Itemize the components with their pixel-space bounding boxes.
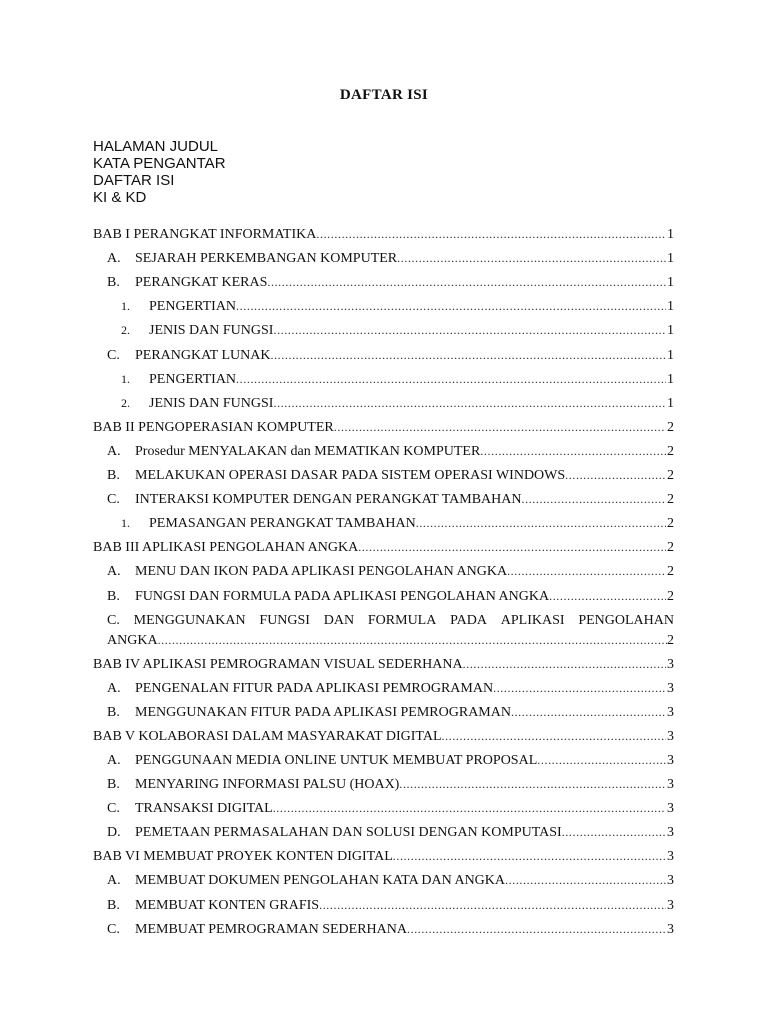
dot-leader (393, 848, 666, 865)
toc-entry-label: A. (107, 443, 121, 459)
toc-page-number: 2 (667, 516, 674, 532)
toc-section-entry (93, 460, 674, 484)
toc-subsection-entry (93, 315, 674, 339)
toc-entry-text: MEMBUAT PEMROGRAMAN SEDERHANA (135, 921, 407, 937)
toc-page-number: 2 (667, 564, 674, 580)
toc-entry-word: APLIKASI (500, 612, 565, 628)
toc-page-number: 1 (667, 371, 674, 387)
toc-entry-text: BAB IV APLIKASI PEMROGRAMAN VISUAL SEDERHANA (93, 656, 463, 672)
toc-section-entry (93, 580, 674, 604)
front-matter-list (93, 138, 226, 206)
toc-section-entry (93, 267, 674, 291)
toc-page-number: 2 (667, 540, 674, 556)
dot-leader (316, 226, 666, 243)
toc-section-entry (93, 243, 674, 267)
dot-leader (507, 563, 666, 580)
toc-entry-word: DAN (323, 612, 355, 628)
toc-entry-text: FUNGSI DAN FORMULA PADA APLIKASI PENGOLAHAN ANGKA (135, 588, 550, 604)
toc-entry-label: 2. (121, 323, 130, 338)
toc-entry-label: A. (107, 564, 121, 580)
toc-chapter-entry (93, 649, 674, 673)
toc-entry-text: TRANSAKSI DIGITAL (135, 801, 273, 817)
toc-entry-line (107, 605, 674, 629)
toc-page-number: 3 (667, 680, 674, 696)
toc-entry-text: MENGGUNAKAN FITUR PADA APLIKASI PEMROGRAMAN (135, 704, 511, 720)
dot-leader (236, 371, 666, 388)
toc-entry-label: C. (107, 921, 120, 937)
dot-leader (537, 752, 666, 769)
dot-leader (505, 872, 666, 889)
toc-entry-text: PERANGKAT LUNAK (135, 347, 271, 363)
toc-entry-text: PENGENALAN FITUR PADA APLIKASI PEMROGRAMAN (135, 680, 494, 696)
toc-section-entry (93, 914, 674, 938)
toc-page-number: 3 (667, 752, 674, 768)
toc-entry-label: D. (107, 825, 121, 841)
toc-page-number: 3 (667, 873, 674, 889)
toc-entry-label: C. (107, 347, 120, 363)
toc-page-number: 3 (667, 801, 674, 817)
toc-page-number: 2 (667, 632, 674, 648)
toc-section-entry (93, 745, 674, 769)
toc-entry-text: BAB I PERANGKAT INFORMATIKA (93, 227, 317, 243)
dot-leader (407, 921, 666, 938)
toc-entry-label: B. (107, 777, 120, 793)
toc-page-number: 2 (667, 468, 674, 484)
toc-entry-text: PEMASANGAN PERANGKAT TAMBAHAN (149, 516, 416, 532)
toc-entry-line (107, 629, 674, 649)
dot-leader (273, 800, 666, 817)
toc-entry-label: B. (107, 468, 120, 484)
toc-section-entry (93, 339, 674, 363)
toc-entry-text: BAB III APLIKASI PENGOLAHAN ANGKA (93, 540, 359, 556)
dot-leader (236, 298, 666, 315)
dot-leader (158, 632, 667, 649)
dot-leader (273, 395, 666, 412)
toc-entry-label: C. (107, 801, 120, 817)
toc-page-number: 1 (667, 251, 674, 267)
toc-entry-text: PEMETAAN PERMASALAHAN DAN SOLUSI DENGAN KOMPUTASI (135, 825, 562, 841)
toc-entry-label: A. (107, 752, 121, 768)
toc-section-entry (93, 889, 674, 913)
toc-page-number: 1 (667, 299, 674, 315)
toc-entry-label: 2. (121, 395, 130, 410)
toc-entry-label: 1. (121, 516, 130, 531)
toc-subsection-entry (93, 291, 674, 315)
dot-leader (562, 824, 666, 841)
dot-leader (334, 419, 666, 436)
toc-entry-label: B. (107, 588, 120, 604)
front-matter-item: KATA PENGANTAR (93, 155, 226, 172)
toc-entry-text: ANGKA (107, 632, 158, 648)
toc-page-number: 2 (667, 443, 674, 459)
toc-section-entry (93, 865, 674, 889)
toc-page-number: 1 (667, 227, 674, 243)
toc-page-number: 3 (667, 849, 674, 865)
toc-entry-text: PENGERTIAN (149, 299, 237, 315)
toc-entry-label: 1. (121, 299, 130, 314)
toc-entry-word: MENGGUNAKAN (133, 612, 246, 628)
toc-page-number: 2 (667, 419, 674, 435)
toc-page-number: 3 (667, 704, 674, 720)
toc-entry-text: JENIS DAN FUNGSI (149, 323, 274, 339)
toc-entry-label: 1. (121, 371, 130, 386)
toc-entry-text: MELAKUKAN OPERASI DASAR PADA SISTEM OPERASI WINDOWS (135, 468, 566, 484)
dot-leader (480, 443, 666, 460)
toc-section-entry (93, 769, 674, 793)
toc-subsection-entry (93, 388, 674, 412)
toc-page-number: 3 (667, 656, 674, 672)
toc-page-number: 2 (667, 492, 674, 508)
toc-entry-text: INTERAKSI KOMPUTER DENGAN PERANGKAT TAMBAHAN (135, 492, 522, 508)
dot-leader (358, 539, 666, 556)
toc-entry-text: BAB V KOLABORASI DALAM MASYARAKAT DIGITAL (93, 728, 442, 744)
dot-leader (270, 347, 666, 364)
toc-section-entry (93, 697, 674, 721)
table-of-contents (93, 219, 674, 938)
toc-chapter-entry (93, 219, 674, 243)
toc-entry-text: MENYARING INFORMASI PALSU (HOAX) (135, 777, 400, 793)
toc-section-entry (93, 436, 674, 460)
toc-entry-label: B. (107, 897, 120, 913)
dot-leader (463, 656, 666, 673)
toc-page-number: 1 (667, 275, 674, 291)
toc-section-entry (93, 793, 674, 817)
dot-leader (521, 491, 666, 508)
toc-entry-text: BAB II PENGOPERASIAN KOMPUTER (93, 419, 334, 435)
front-matter-item: KI & KD (93, 189, 147, 206)
toc-page-number: 3 (667, 777, 674, 793)
front-matter-item: HALAMAN JUDUL (93, 138, 219, 155)
toc-page-number: 2 (667, 588, 674, 604)
toc-entry-label: C. (107, 612, 120, 628)
toc-chapter-entry (93, 841, 674, 865)
dot-leader (565, 467, 666, 484)
toc-chapter-entry (93, 721, 674, 745)
toc-entry-text: MENU DAN IKON PADA APLIKASI PENGOLAHAN ANGKA (135, 564, 508, 580)
toc-page-number: 1 (667, 395, 674, 411)
toc-entry-text: PERANGKAT KERAS (135, 275, 268, 291)
dot-leader (267, 274, 666, 291)
dot-leader (319, 897, 666, 914)
toc-page-number: 3 (667, 825, 674, 841)
toc-entry-word: FUNGSI (259, 612, 310, 628)
toc-page-number: 1 (667, 323, 674, 339)
dot-leader (273, 322, 666, 339)
toc-page-number: 3 (667, 728, 674, 744)
toc-entry-wrapped (93, 605, 674, 649)
dot-leader (397, 250, 666, 267)
toc-entry-text: MEMBUAT DOKUMEN PENGOLAHAN KATA DAN ANGKA (135, 873, 506, 889)
dot-leader (442, 728, 666, 745)
toc-page-number: 1 (667, 347, 674, 363)
toc-entry-label: C. (107, 492, 120, 508)
toc-page-number: 3 (667, 897, 674, 913)
toc-subsection-entry (93, 508, 674, 532)
toc-entry-word: PENGOLAHAN (578, 612, 674, 628)
toc-section-entry (93, 673, 674, 697)
toc-chapter-entry (93, 532, 674, 556)
toc-entry-label: B. (107, 275, 120, 291)
toc-chapter-entry (93, 412, 674, 436)
dot-leader (549, 588, 666, 605)
front-matter-item: DAFTAR ISI (93, 172, 175, 189)
toc-entry-text: MEMBUAT KONTEN GRAFIS (135, 897, 320, 913)
toc-entry-text: Prosedur MENYALAKAN dan MEMATIKAN KOMPUTER (135, 443, 481, 459)
page-title: DAFTAR ISI (339, 87, 429, 103)
dot-leader (416, 515, 666, 532)
toc-entry-text: JENIS DAN FUNGSI (149, 395, 274, 411)
toc-entry-label: B. (107, 704, 120, 720)
toc-page-number: 3 (667, 921, 674, 937)
dot-leader (399, 776, 666, 793)
toc-section-entry (93, 484, 674, 508)
toc-entry-label: A. (107, 251, 121, 267)
toc-entry-text: PENGERTIAN (149, 371, 237, 387)
toc-entry-text: BAB VI MEMBUAT PROYEK KONTEN DIGITAL (93, 849, 393, 865)
toc-section-entry (93, 817, 674, 841)
toc-subsection-entry (93, 364, 674, 388)
toc-entry-label: A. (107, 873, 121, 889)
toc-entry-text: SEJARAH PERKEMBANGAN KOMPUTER (135, 251, 398, 267)
dot-leader (493, 680, 666, 697)
toc-entry-text: PENGGUNAAN MEDIA ONLINE UNTUK MEMBUAT PROPOSAL (135, 752, 538, 768)
dot-leader (511, 704, 666, 721)
toc-entry-word: FORMULA (367, 612, 437, 628)
toc-entry-label: A. (107, 680, 121, 696)
toc-section-entry (93, 556, 674, 580)
toc-entry-word: PADA (450, 612, 487, 628)
